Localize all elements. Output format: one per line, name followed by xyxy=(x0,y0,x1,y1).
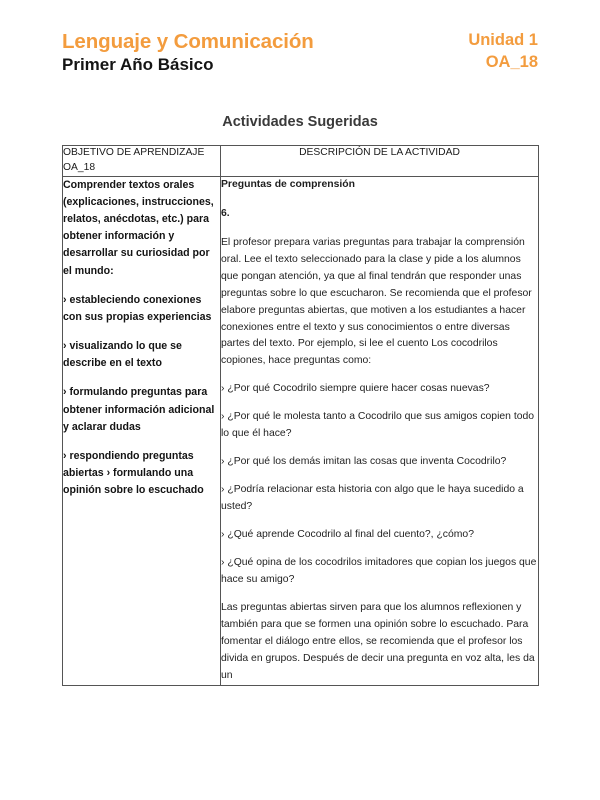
table-row xyxy=(63,176,539,685)
objective-bullet-3: › formulando preguntas para obtener información adicional y aclarar dudas xyxy=(63,386,215,433)
description-cell xyxy=(221,176,539,685)
table-body xyxy=(63,176,539,685)
table-header-row-group xyxy=(63,146,539,177)
activity-question-3: › ¿Por qué los demás imitan las cosas que inventa Cocodrilo? xyxy=(221,456,507,468)
activity-question-6: › ¿Qué opina de los cocodrilos imitadores que copian los juegos que hace su amigo? xyxy=(221,557,537,585)
column-header-objective: OBJETIVO DE APRENDIZAJE OA_18 xyxy=(63,146,221,177)
activity-number: 6. xyxy=(221,207,230,219)
header-left-group xyxy=(62,30,314,75)
activity-question-1: › ¿Por qué Cocodrilo siempre quiere hacer cosas nuevas? xyxy=(221,383,490,395)
activity-paragraph-1: El profesor prepara varias preguntas para trabajar la comprensión oral. Lee el texto seleccionado para la clase y pide a los alumnos que pongan atención, ya que al final tendrán que responder unas preguntas sobre lo que escucharon. Se recomienda que el profesor elabore preguntas abiertas, que motiven a los estudiantes a hacer conexiones entre el texto y sus conocimientos o entre diversas partes del texto. Por ejemplo, si lee el cuento Los cocodrilos copiones, hace preguntas como: xyxy=(221,236,532,367)
learning-objective-code: OA_18 xyxy=(485,52,538,71)
activity-heading: Preguntas de comprensión xyxy=(221,178,355,190)
activity-question-2: › ¿Por qué le molesta tanto a Cocodrilo que sus amigos copien todo lo que él hace? xyxy=(221,411,535,440)
document-header xyxy=(62,30,538,75)
table-header-row xyxy=(63,146,539,177)
activity-paragraph-2: Las preguntas abiertas sirven para que los alumnos reflexionen y también para que se formen una opinión sobre lo escuchado. Para fomentar el diálogo entre ellos, se recomienda que el profesor los divida en grupos. Después de decir una pregunta en voz alta, les da un xyxy=(221,601,535,681)
page-bottom-margin xyxy=(0,748,600,800)
objective-bullet-2: › visualizando lo que se describe en el texto xyxy=(63,340,182,370)
page-title: Actividades Sugeridas xyxy=(222,114,378,130)
column-header-description: DESCRIPCIÓN DE LA ACTIVIDAD xyxy=(221,146,539,177)
objective-bullet-4: › respondiendo preguntas abiertas › formulando una opinión sobre lo escuchado xyxy=(63,449,204,497)
activities-table xyxy=(62,145,539,686)
activity-question-4: › ¿Podría relacionar esta historia con algo que le haya sucedido a usted? xyxy=(221,484,524,513)
objective-cell xyxy=(63,176,221,685)
objective-intro-text: Comprender textos orales (explicaciones, instrucciones, relatos, anécdotas, etc.) para obtener información y desarrollar su curiosidad por el mundo: xyxy=(63,178,214,277)
subject-title: Lenguaje y Comunicación xyxy=(62,30,314,53)
objective-bullet-1: › estableciendo conexiones con sus propias experiencias xyxy=(63,293,212,323)
activity-question-5: › ¿Qué aprende Cocodrilo al final del cuento?, ¿cómo? xyxy=(221,529,474,541)
header-right-group xyxy=(468,30,538,72)
unit-label: Unidad 1 xyxy=(468,31,538,49)
grade-level-title: Primer Año Básico xyxy=(62,54,214,74)
